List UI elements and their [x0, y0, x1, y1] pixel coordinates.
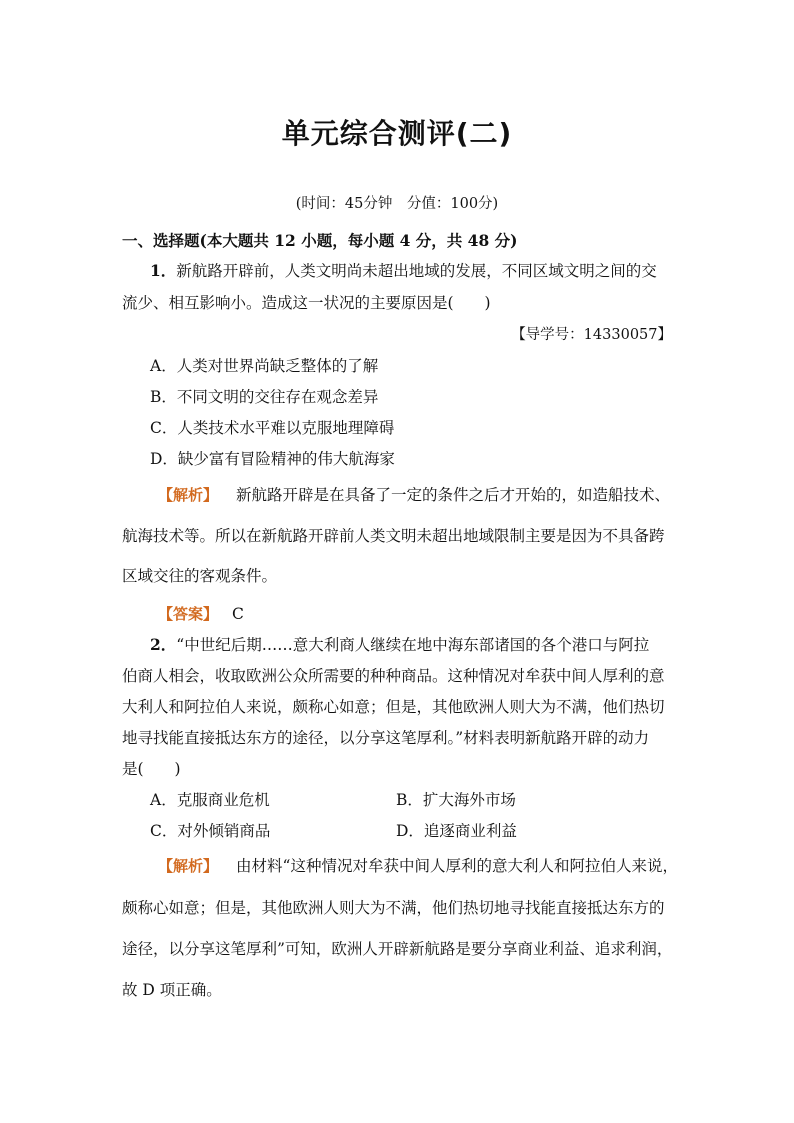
q2-number: 2． [150, 635, 177, 654]
q2-stem-line-2: 伯商人相会，收取欧洲公众所需要的种种商品。这种情况对牟获中间人厚利的意 [122, 667, 665, 685]
exam-meta: (时间：45分钟 分值：100分) [295, 196, 499, 212]
q1-analysis-line-2: 航海技术等。所以在新航路开辟前人类文明未超出地域限制主要是因为不具备跨 [122, 527, 665, 545]
q2-option-d: D．追逐商业利益 [396, 822, 517, 840]
q1-answer-tag: 【答案】 [158, 605, 219, 623]
q1-option-d: D．缺少富有冒险精神的伟大航海家 [150, 450, 395, 468]
q1-analysis-line-3: 区域交往的客观条件。 [122, 567, 278, 585]
q2-option-b: B．扩大海外市场 [396, 791, 516, 809]
guide-number: 【导学号：14330057】 [511, 327, 672, 343]
section-heading-text: 一、选择题(本大题共 12 小题，每小题 4 分，共 48 分) [122, 231, 518, 250]
q1-stem-line-2: 流少、相互影响小。造成这一状况的主要原因是( ) [122, 294, 491, 312]
q2-stem-text-1: “中世纪后期……意大利商人继续在地中海东部诸国的各个港口与阿拉 [176, 636, 650, 654]
q2-stem-line-3: 大利人和阿拉伯人来说，颇称心如意；但是，其他欧洲人则大为不满，他们热切 [122, 698, 665, 716]
q2-analysis-line-1 [158, 855, 678, 877]
q1-answer [158, 603, 244, 625]
q1-option-a: A．人类对世界尚缺乏整体的了解 [150, 357, 379, 375]
q1-analysis-tag: 【解析】 [158, 486, 219, 504]
q1-analysis-line-1 [158, 484, 670, 506]
q2-stem-line-4: 地寻找能直接抵达东方的途径，以分享这笔厚利。”材料表明新航路开辟的动力 [122, 729, 650, 747]
q2-analysis-text-1: 由材料“这种情况对牟获中间人厚利的意大利人和阿拉伯人来说， [236, 857, 678, 875]
section-heading [122, 230, 517, 252]
q2-option-a: A．克服商业危机 [150, 791, 270, 809]
q1-analysis-text-1: 新航路开辟是在具备了一定的条件之后才开始的，如造船技术、 [236, 486, 671, 504]
q1-stem-line-1 [150, 260, 657, 282]
q1-option-b: B．不同文明的交往存在观念差异 [150, 388, 379, 406]
q2-stem-line-5: 是( ) [122, 760, 181, 778]
q2-stem-line-1 [150, 634, 649, 656]
q1-answer-value: C [232, 605, 244, 623]
q2-analysis-line-3: 途径，以分享这笔厚利”可知，欧洲人开辟新航路是要分享商业利益、追求利润， [122, 940, 673, 958]
q2-analysis-line-2: 颇称心如意；但是，其他欧洲人则大为不满，他们热切地寻找能直接抵达东方的 [122, 899, 665, 917]
q2-analysis-line-4: 故 D 项正确。 [122, 981, 222, 999]
q1-stem-text-1: 新航路开辟前，人类文明尚未超出地域的发展，不同区域文明之间的交 [176, 262, 657, 280]
q1-option-c: C．人类技术水平难以克服地理障碍 [150, 419, 395, 437]
q2-option-c: C．对外倾销商品 [150, 822, 271, 840]
q2-analysis-tag: 【解析】 [158, 857, 219, 875]
q1-number: 1． [150, 261, 177, 280]
page-title: 单元综合测评(二) [281, 117, 513, 150]
